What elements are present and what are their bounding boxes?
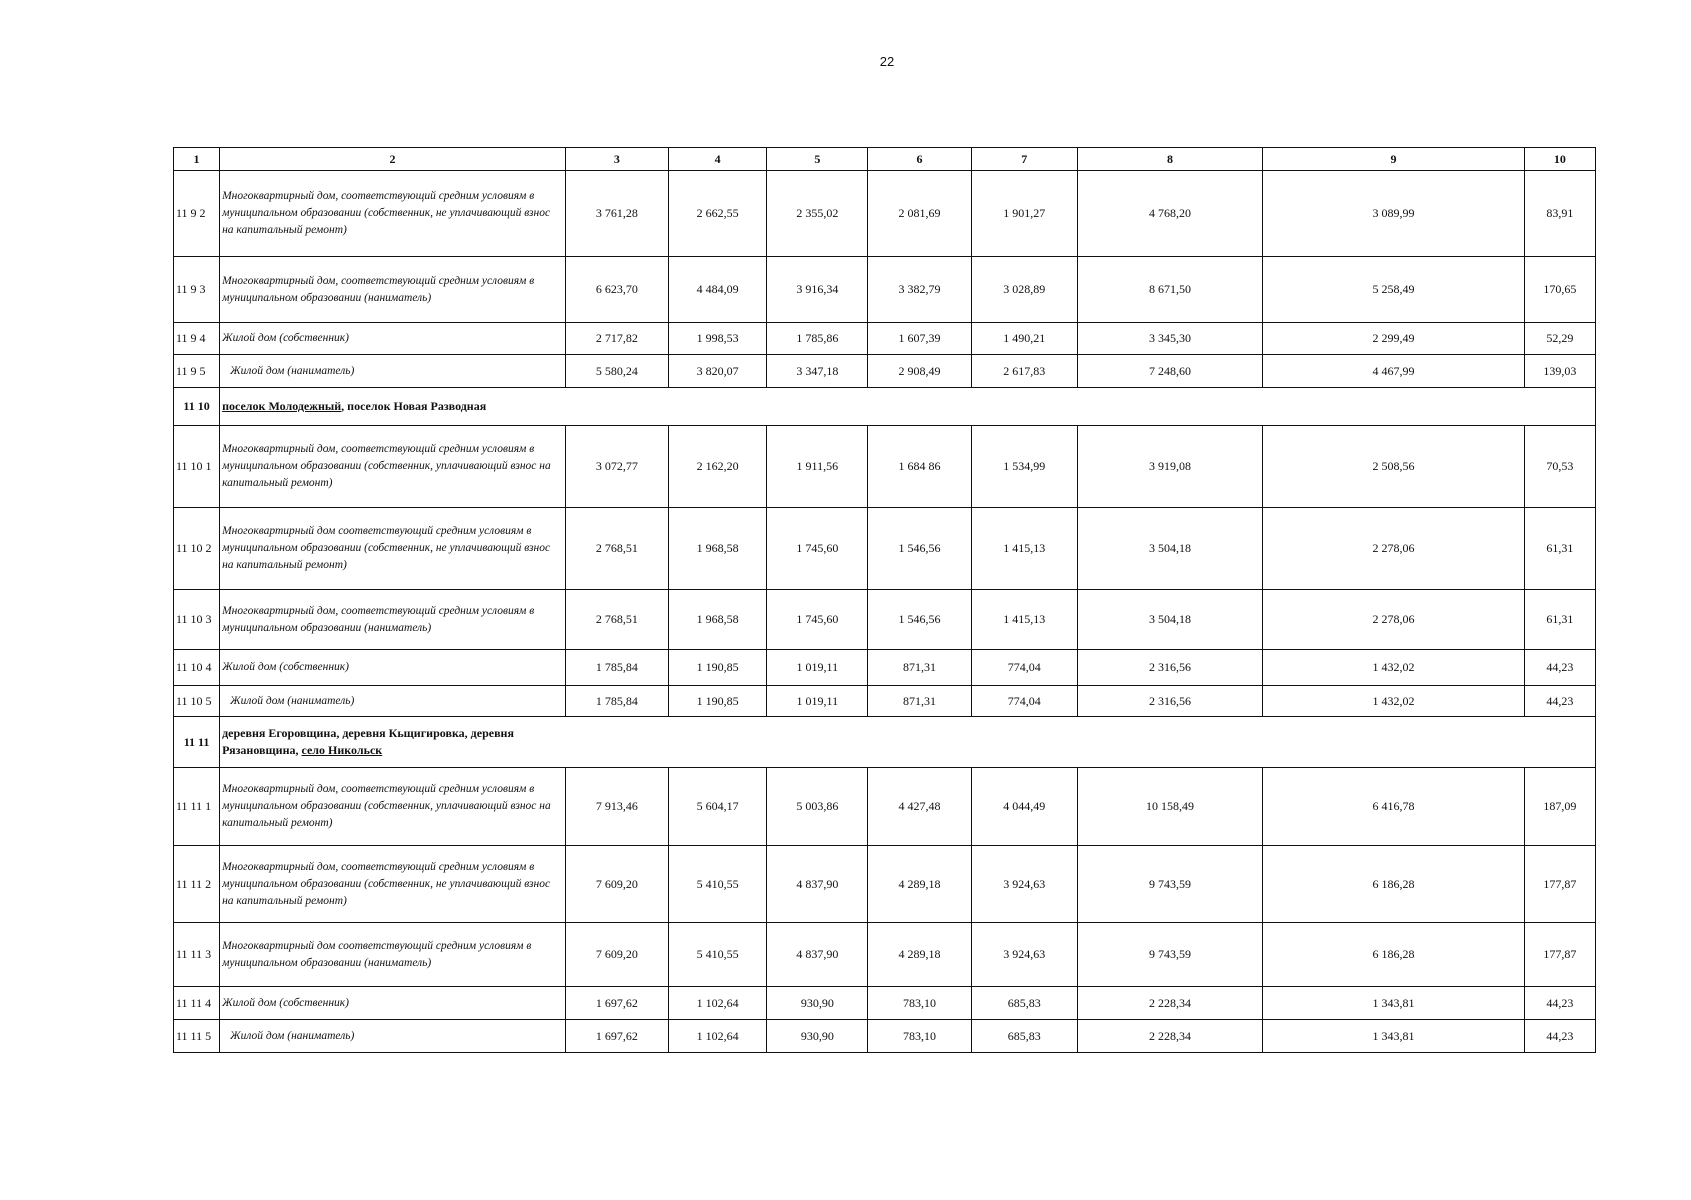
table-cell: 1 190,85 — [669, 686, 767, 717]
section-title — [220, 717, 1596, 768]
table-cell: 1 697,62 — [565, 1020, 668, 1053]
table-cell: 6 416,78 — [1263, 768, 1525, 846]
table-cell: 7 609,20 — [565, 846, 668, 923]
table-row — [174, 323, 1596, 355]
table-cell: 187,09 — [1524, 768, 1595, 846]
table-cell: 1 415,13 — [971, 508, 1077, 590]
row-code: 11 10 3 — [174, 590, 220, 650]
table-cell: 1 697,62 — [565, 987, 668, 1020]
table-cell: 774,04 — [971, 686, 1077, 717]
table-cell: 1 534,99 — [971, 426, 1077, 508]
table-cell: 2 908,49 — [868, 355, 971, 388]
column-header: 2 — [220, 148, 566, 171]
row-code: 11 9 2 — [174, 171, 220, 257]
table-cell: 2 162,20 — [669, 426, 767, 508]
table-cell: 5 258,49 — [1263, 257, 1525, 323]
table-cell: 4 289,18 — [868, 846, 971, 923]
table-cell: 3 919,08 — [1077, 426, 1262, 508]
table-cell: 177,87 — [1524, 846, 1595, 923]
table-cell: 5 604,17 — [669, 768, 767, 846]
table-cell: 4 484,09 — [669, 257, 767, 323]
column-header: 6 — [868, 148, 971, 171]
row-description: Жилой дом (собственник) — [220, 323, 566, 355]
row-description: Жилой дом (наниматель) — [220, 686, 566, 717]
table-row — [174, 987, 1596, 1020]
table-cell: 930,90 — [767, 987, 868, 1020]
table-cell: 1 102,64 — [669, 987, 767, 1020]
row-code: 11 10 2 — [174, 508, 220, 590]
table-cell: 3 345,30 — [1077, 323, 1262, 355]
table-cell: 3 924,63 — [971, 923, 1077, 987]
table-cell: 4 427,48 — [868, 768, 971, 846]
section-code: 11 10 — [174, 388, 220, 426]
table-cell: 2 299,49 — [1263, 323, 1525, 355]
row-description: Многоквартирный дом, соответствующий средним условиям в муниципальном образовании (наниматель) — [220, 257, 566, 323]
table-cell: 2 316,56 — [1077, 650, 1262, 686]
section-row — [174, 717, 1596, 768]
table-row — [174, 923, 1596, 987]
table-cell: 930,90 — [767, 1020, 868, 1053]
row-code: 11 11 1 — [174, 768, 220, 846]
table-cell: 2 278,06 — [1263, 508, 1525, 590]
section-title-underlined: поселок Молодежный — [222, 399, 342, 413]
table-cell: 5 410,55 — [669, 923, 767, 987]
table-cell: 1 490,21 — [971, 323, 1077, 355]
table-cell: 44,23 — [1524, 1020, 1595, 1053]
row-description: Жилой дом (собственник) — [220, 650, 566, 686]
table-cell: 1 745,60 — [767, 590, 868, 650]
table-cell: 783,10 — [868, 987, 971, 1020]
table-cell: 1 019,11 — [767, 686, 868, 717]
row-code: 11 10 1 — [174, 426, 220, 508]
table-cell: 2 081,69 — [868, 171, 971, 257]
table-cell: 8 671,50 — [1077, 257, 1262, 323]
table-cell: 1 343,81 — [1263, 987, 1525, 1020]
row-code: 11 11 5 — [174, 1020, 220, 1053]
column-header: 7 — [971, 148, 1077, 171]
row-description: Многоквартирный дом, соответствующий средним условиям в муниципальном образовании (наниматель) — [220, 590, 566, 650]
table-cell: 3 761,28 — [565, 171, 668, 257]
table-cell: 6 186,28 — [1263, 846, 1525, 923]
column-header: 4 — [669, 148, 767, 171]
table-row — [174, 257, 1596, 323]
row-code: 11 9 5 — [174, 355, 220, 388]
table-cell: 3 382,79 — [868, 257, 971, 323]
table-cell: 1 684 86 — [868, 426, 971, 508]
table-cell: 1 998,53 — [669, 323, 767, 355]
column-header: 3 — [565, 148, 668, 171]
table-cell: 2 768,51 — [565, 508, 668, 590]
section-title-rest: , поселок Новая Разводная — [341, 399, 487, 413]
table-cell: 1 745,60 — [767, 508, 868, 590]
table-row — [174, 686, 1596, 717]
table-cell: 9 743,59 — [1077, 923, 1262, 987]
table-cell: 2 717,82 — [565, 323, 668, 355]
table-cell: 3 089,99 — [1263, 171, 1525, 257]
row-code: 11 9 3 — [174, 257, 220, 323]
table-cell: 10 158,49 — [1077, 768, 1262, 846]
table-row — [174, 846, 1596, 923]
row-code: 11 11 4 — [174, 987, 220, 1020]
table-cell: 61,31 — [1524, 508, 1595, 590]
table-cell: 1 190,85 — [669, 650, 767, 686]
table-cell: 4 768,20 — [1077, 171, 1262, 257]
row-code: 11 10 4 — [174, 650, 220, 686]
table-cell: 1 785,84 — [565, 686, 668, 717]
table-row — [174, 768, 1596, 846]
table-cell: 1 432,02 — [1263, 686, 1525, 717]
table-cell: 7 913,46 — [565, 768, 668, 846]
table-cell: 5 003,86 — [767, 768, 868, 846]
row-description: Многоквартирный дом, соответствующий средним условиям в муниципальном образовании (собственник, не уплачивающий взнос на капитальный ремонт) — [220, 846, 566, 923]
table-cell: 4 467,99 — [1263, 355, 1525, 388]
table-cell: 1 019,11 — [767, 650, 868, 686]
table-cell: 2 316,56 — [1077, 686, 1262, 717]
table-cell: 139,03 — [1524, 355, 1595, 388]
table-cell: 44,23 — [1524, 686, 1595, 717]
table-cell: 2 278,06 — [1263, 590, 1525, 650]
row-description: Многоквартирный дом, соответствующий средним условиям в муниципальном образовании (собственник, не уплачивающий взнос на капитальный ремонт) — [220, 171, 566, 257]
table-cell: 1 911,56 — [767, 426, 868, 508]
table-cell: 2 228,34 — [1077, 1020, 1262, 1053]
row-description: Многоквартирный дом соответствующий средним условиям в муниципальном образовании (наниматель) — [220, 923, 566, 987]
table-cell: 177,87 — [1524, 923, 1595, 987]
section-code: 11 11 — [174, 717, 220, 768]
table-cell: 3 028,89 — [971, 257, 1077, 323]
table-cell: 1 432,02 — [1263, 650, 1525, 686]
table-cell: 44,23 — [1524, 987, 1595, 1020]
table-cell: 170,65 — [1524, 257, 1595, 323]
column-header: 8 — [1077, 148, 1262, 171]
table-cell: 685,83 — [971, 1020, 1077, 1053]
table-cell: 2 228,34 — [1077, 987, 1262, 1020]
column-header: 5 — [767, 148, 868, 171]
table-cell: 1 607,39 — [868, 323, 971, 355]
row-description: Жилой дом (собственник) — [220, 987, 566, 1020]
column-header: 10 — [1524, 148, 1595, 171]
tariff-table — [173, 147, 1596, 1053]
table-cell: 3 924,63 — [971, 846, 1077, 923]
column-header-row — [174, 148, 1596, 171]
row-description: Жилой дом (наниматель) — [220, 1020, 566, 1053]
table-cell: 9 743,59 — [1077, 846, 1262, 923]
table-cell: 1 343,81 — [1263, 1020, 1525, 1053]
column-header: 9 — [1263, 148, 1525, 171]
table-cell: 2 768,51 — [565, 590, 668, 650]
table-cell: 4 044,49 — [971, 768, 1077, 846]
table-cell: 3 504,18 — [1077, 590, 1262, 650]
table-cell: 6 186,28 — [1263, 923, 1525, 987]
table-cell: 83,91 — [1524, 171, 1595, 257]
row-description: Многоквартирный дом, соответствующий средним условиям в муниципальном образовании (собственник, уплачивающий взнос на капитальный ремонт) — [220, 426, 566, 508]
table-cell: 7 609,20 — [565, 923, 668, 987]
table-cell: 5 580,24 — [565, 355, 668, 388]
row-description: Жилой дом (наниматель) — [220, 355, 566, 388]
table-cell: 871,31 — [868, 686, 971, 717]
table-row — [174, 508, 1596, 590]
table-cell: 1 785,84 — [565, 650, 668, 686]
table-cell: 774,04 — [971, 650, 1077, 686]
table-cell: 3 504,18 — [1077, 508, 1262, 590]
page-number: 22 — [879, 54, 895, 69]
column-header: 1 — [174, 148, 220, 171]
table-cell: 5 410,55 — [669, 846, 767, 923]
table-row — [174, 1020, 1596, 1053]
table-cell: 4 837,90 — [767, 846, 868, 923]
table-cell: 1 785,86 — [767, 323, 868, 355]
table-cell: 70,53 — [1524, 426, 1595, 508]
table-cell: 3 916,34 — [767, 257, 868, 323]
table-cell: 61,31 — [1524, 590, 1595, 650]
table-cell: 1 968,58 — [669, 508, 767, 590]
table-cell: 2 355,02 — [767, 171, 868, 257]
table-cell: 6 623,70 — [565, 257, 668, 323]
row-code: 11 9 4 — [174, 323, 220, 355]
table-cell: 2 662,55 — [669, 171, 767, 257]
table-cell: 685,83 — [971, 987, 1077, 1020]
row-code: 11 10 5 — [174, 686, 220, 717]
section-row — [174, 388, 1596, 426]
table-row — [174, 355, 1596, 388]
table-cell: 871,31 — [868, 650, 971, 686]
row-code: 11 11 3 — [174, 923, 220, 987]
table-row — [174, 590, 1596, 650]
row-description: Многоквартирный дом соответствующий средним условиям в муниципальном образовании (собственник, не уплачивающий взнос на капитальный ремонт) — [220, 508, 566, 590]
table-cell: 4 837,90 — [767, 923, 868, 987]
table-cell: 7 248,60 — [1077, 355, 1262, 388]
table-cell: 3 072,77 — [565, 426, 668, 508]
table-cell: 1 102,64 — [669, 1020, 767, 1053]
table-cell: 1 415,13 — [971, 590, 1077, 650]
table-cell: 3 347,18 — [767, 355, 868, 388]
table-cell: 2 508,56 — [1263, 426, 1525, 508]
row-description: Многоквартирный дом, соответствующий средним условиям в муниципальном образовании (собственник, уплачивающий взнос на капитальный ремонт) — [220, 768, 566, 846]
row-code: 11 11 2 — [174, 846, 220, 923]
table-cell: 1 546,56 — [868, 590, 971, 650]
table-row — [174, 426, 1596, 508]
section-title-underlined: село Никольск — [301, 743, 383, 757]
table-cell: 1 546,56 — [868, 508, 971, 590]
table-cell: 3 820,07 — [669, 355, 767, 388]
table-cell: 2 617,83 — [971, 355, 1077, 388]
section-title-plain: деревня Егоровщина, деревня Кьщигировка, деревня Рязановщина, — [222, 726, 514, 757]
table-cell: 1 968,58 — [669, 590, 767, 650]
table-cell: 1 901,27 — [971, 171, 1077, 257]
section-title — [220, 388, 1596, 426]
table-cell: 783,10 — [868, 1020, 971, 1053]
table-row — [174, 650, 1596, 686]
table-cell: 52,29 — [1524, 323, 1595, 355]
table-cell: 4 289,18 — [868, 923, 971, 987]
table-cell: 44,23 — [1524, 650, 1595, 686]
table-row — [174, 171, 1596, 257]
